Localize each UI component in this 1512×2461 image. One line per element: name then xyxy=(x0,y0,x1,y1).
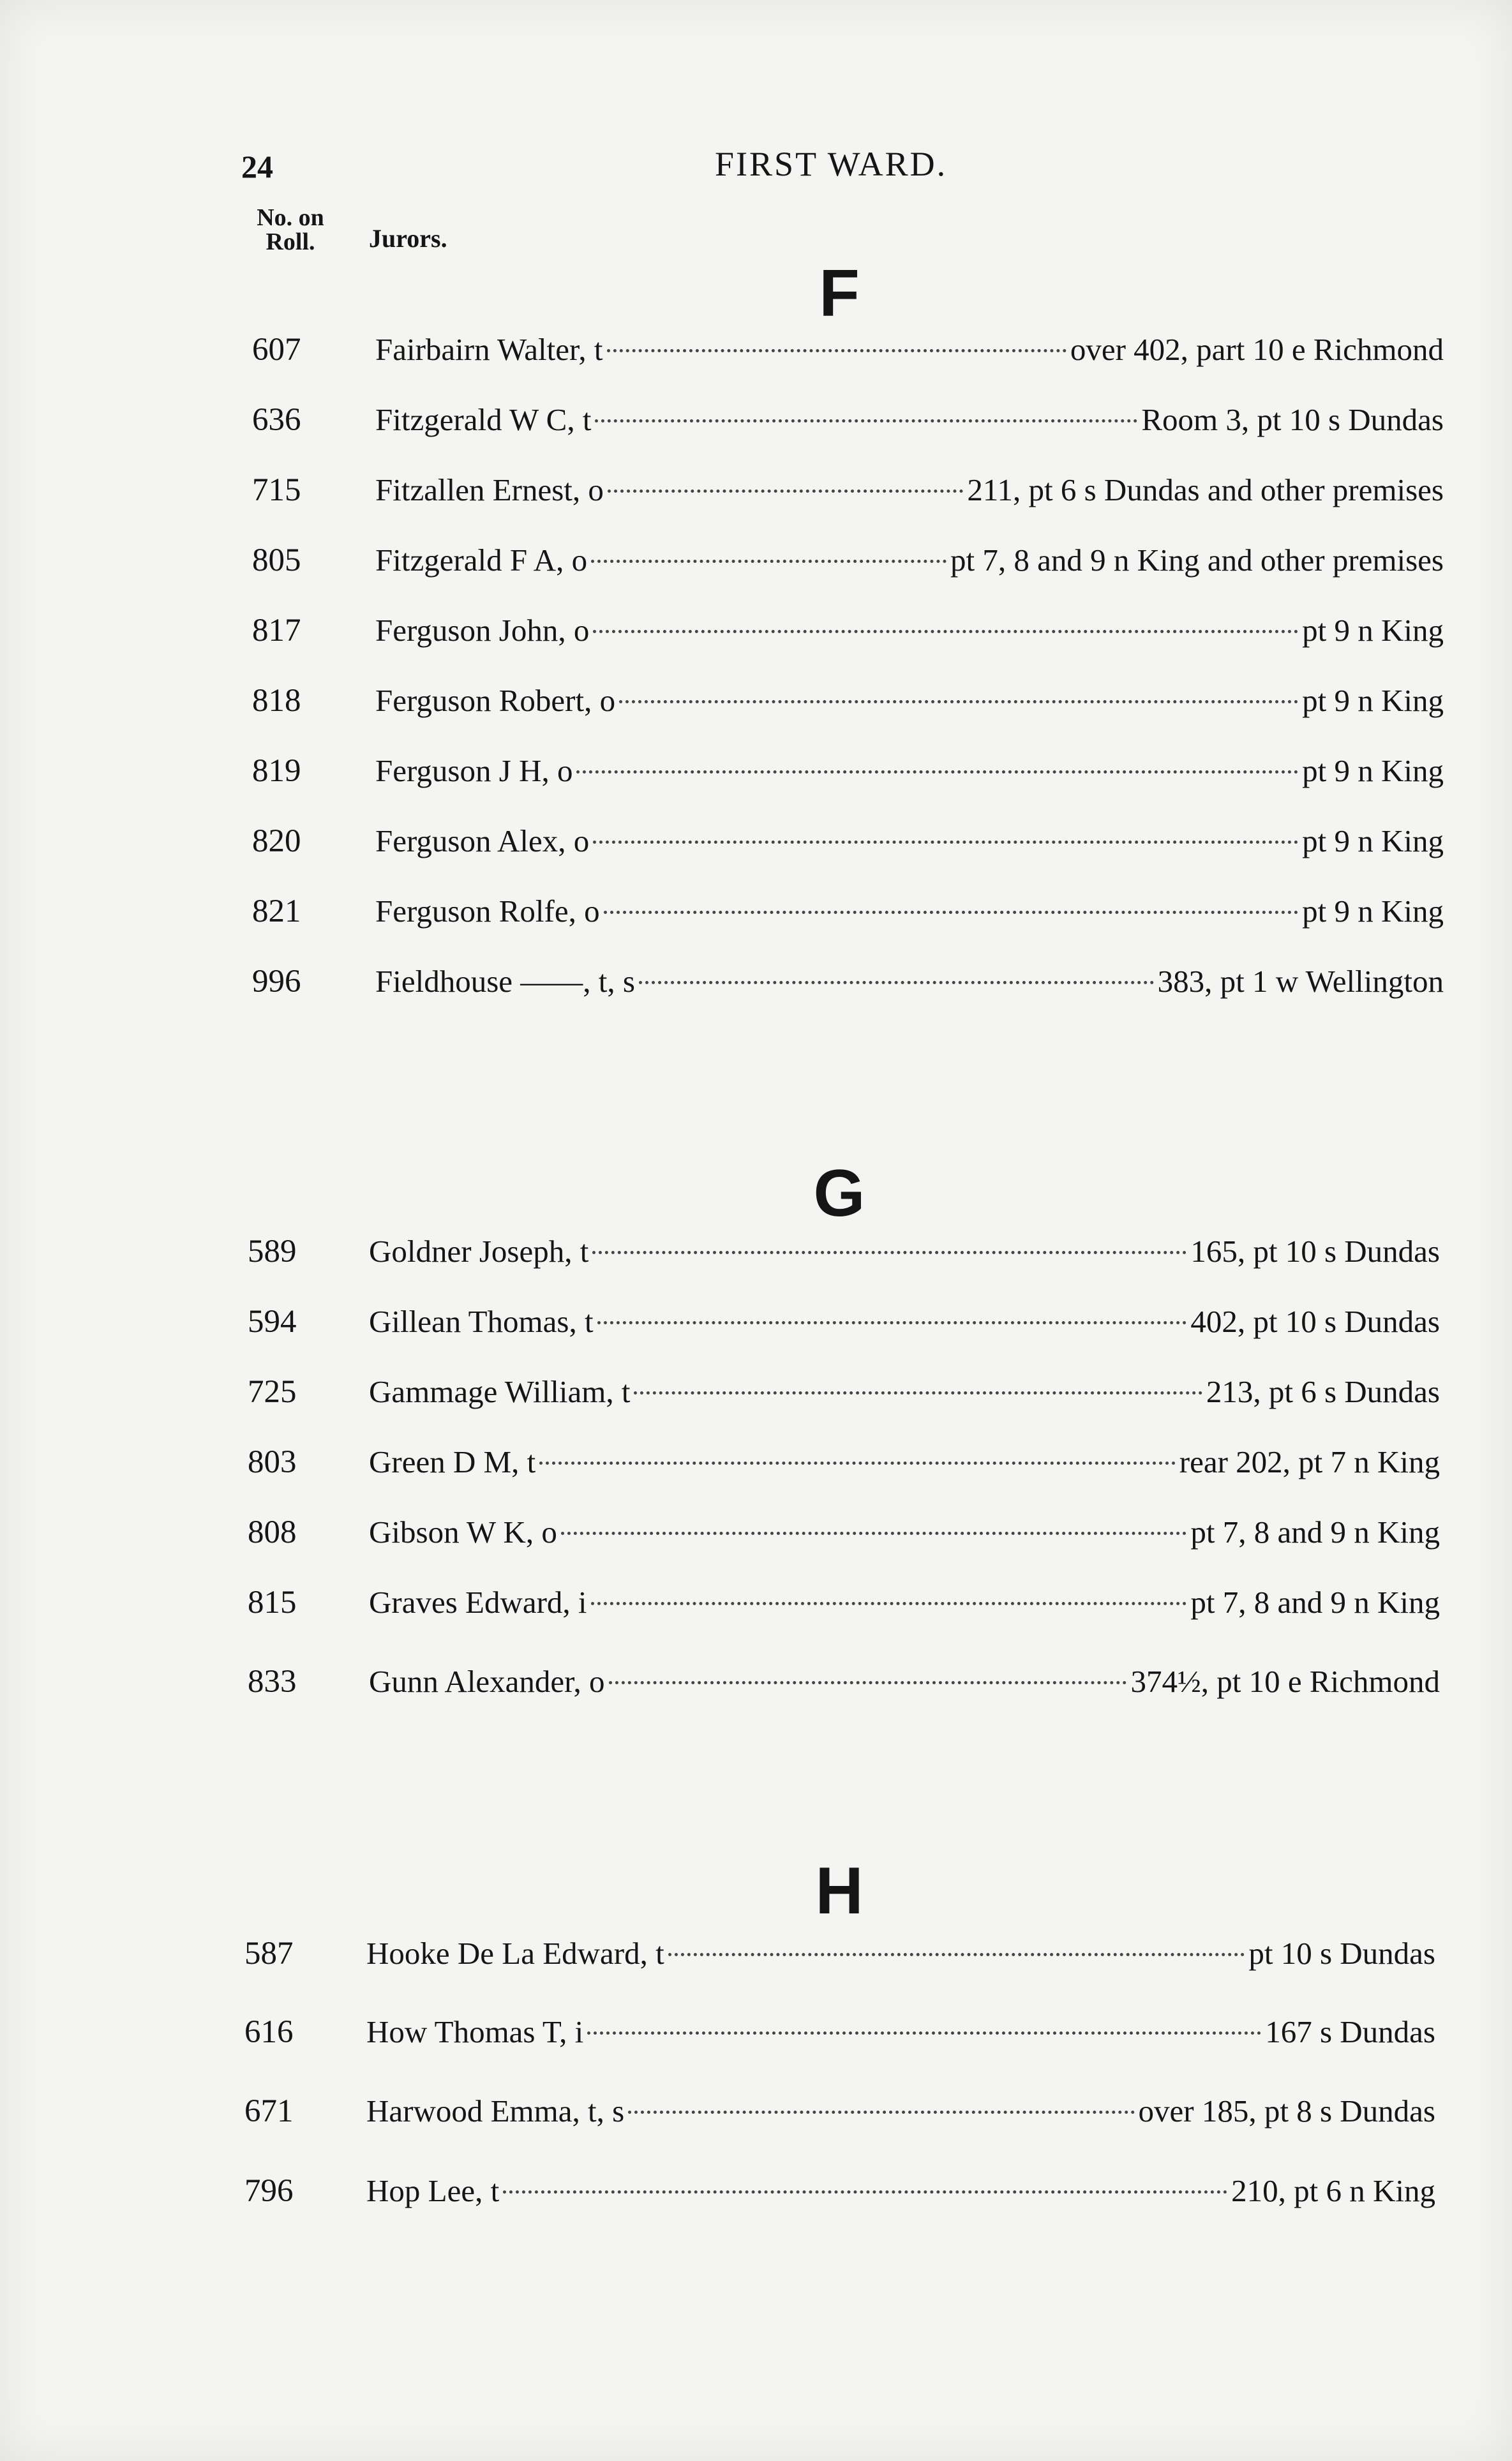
dot-leader xyxy=(595,419,1137,423)
juror-name: Fitzgerald W C, t xyxy=(375,402,592,437)
premises: pt 9 n King xyxy=(1302,753,1444,788)
dot-leader xyxy=(607,349,1067,352)
premises: 210, pt 6 n King xyxy=(1231,2173,1435,2208)
dot-leader xyxy=(539,1462,1175,1465)
roll-number: 671 xyxy=(244,2093,294,2129)
juror-entry xyxy=(248,1370,1440,1414)
premises: 374½, pt 10 e Richmond xyxy=(1130,1664,1440,1699)
dot-leader xyxy=(604,911,1299,914)
juror-entry xyxy=(248,1580,1440,1625)
dot-leader xyxy=(576,770,1298,774)
roll-number: 587 xyxy=(244,1936,294,1971)
roll-number: 819 xyxy=(252,753,301,789)
dot-leader xyxy=(591,1602,1187,1605)
juror-entry xyxy=(252,749,1444,793)
juror-name: How Thomas T, i xyxy=(366,2014,584,2049)
roll-number: 725 xyxy=(248,1374,297,1410)
juror-entry xyxy=(252,327,1444,372)
roll-number: 796 xyxy=(244,2173,294,2209)
juror-entry xyxy=(244,2089,1435,2134)
juror-name: Green D M, t xyxy=(369,1444,536,1479)
premises: over 402, part 10 e Richmond xyxy=(1070,332,1444,367)
roll-number: 817 xyxy=(252,613,301,648)
roll-number: 996 xyxy=(252,964,301,999)
juror-entry xyxy=(252,889,1444,934)
juror-name: Hooke De La Edward, t xyxy=(366,1936,664,1971)
roll-number: 833 xyxy=(248,1664,297,1700)
roll-number: 594 xyxy=(248,1304,297,1340)
juror-name: Harwood Emma, t, s xyxy=(366,2093,625,2128)
juror-entry xyxy=(252,398,1444,442)
roll-number: 636 xyxy=(252,402,301,438)
roll-column-header-line1: No. on xyxy=(257,204,324,231)
juror-name: Gunn Alexander, o xyxy=(369,1664,605,1699)
premises: pt 9 n King xyxy=(1302,683,1444,718)
roll-number: 607 xyxy=(252,332,301,368)
juror-entry xyxy=(252,819,1444,864)
roll-number: 616 xyxy=(244,2014,294,2050)
running-head-title: FIRST WARD. xyxy=(715,145,948,183)
juror-entry xyxy=(248,1510,1440,1555)
juror-name: Ferguson J H, o xyxy=(375,753,573,788)
premises: 213, pt 6 s Dundas xyxy=(1206,1374,1440,1409)
premises: rear 202, pt 7 n King xyxy=(1179,1444,1440,1479)
juror-entry xyxy=(252,608,1444,653)
dot-leader xyxy=(609,1681,1127,1684)
juror-entry xyxy=(252,678,1444,723)
roll-number: 820 xyxy=(252,823,301,859)
juror-entry xyxy=(248,1440,1440,1485)
section-letter: F xyxy=(819,257,860,331)
juror-name: Fitzallen Ernest, o xyxy=(375,472,604,507)
juror-name: Ferguson John, o xyxy=(375,613,590,648)
premises: over 185, pt 8 s Dundas xyxy=(1138,2093,1435,2128)
dot-leader xyxy=(639,981,1154,984)
juror-entry xyxy=(248,1229,1440,1274)
section-letter: H xyxy=(815,1854,864,1928)
dot-leader xyxy=(593,630,1298,633)
juror-name: Gammage William, t xyxy=(369,1374,631,1409)
juror-name: Ferguson Alex, o xyxy=(375,823,590,858)
dot-leader xyxy=(503,2190,1227,2194)
premises: Room 3, pt 10 s Dundas xyxy=(1141,402,1444,437)
juror-name: Gillean Thomas, t xyxy=(369,1304,594,1339)
dot-leader xyxy=(561,1532,1186,1535)
dot-leader xyxy=(628,2111,1134,2114)
juror-name: Goldner Joseph, t xyxy=(369,1234,589,1269)
roll-number: 589 xyxy=(248,1234,297,1269)
premises: 383, pt 1 w Wellington xyxy=(1157,964,1444,999)
juror-name: Fieldhouse ——, t, s xyxy=(375,964,635,999)
juror-entry xyxy=(244,1931,1435,1976)
juror-name: Ferguson Rolfe, o xyxy=(375,894,600,929)
juror-name: Gibson W K, o xyxy=(369,1515,557,1550)
premises: pt 7, 8 and 9 n King xyxy=(1190,1515,1440,1550)
juror-entry xyxy=(248,1659,1440,1704)
juror-entry xyxy=(244,2010,1435,2054)
roll-number: 715 xyxy=(252,472,301,508)
jurors-column-header: Jurors. xyxy=(369,224,447,253)
dot-leader xyxy=(591,560,947,563)
roll-number: 821 xyxy=(252,894,301,929)
premises: pt 10 s Dundas xyxy=(1248,1936,1435,1971)
roll-number: 805 xyxy=(252,542,301,578)
roll-number: 808 xyxy=(248,1515,297,1550)
roll-number: 815 xyxy=(248,1585,297,1620)
roll-number: 818 xyxy=(252,683,301,719)
juror-name: Fitzgerald F A, o xyxy=(375,542,588,578)
juror-entry xyxy=(252,959,1444,1004)
page-number: 24 xyxy=(241,149,273,184)
roll-column-header-line2: Roll. xyxy=(266,228,315,255)
dot-leader xyxy=(587,2031,1261,2035)
juror-name: Ferguson Robert, o xyxy=(375,683,616,718)
dot-leader xyxy=(593,841,1298,844)
dot-leader xyxy=(592,1251,1186,1254)
dot-leader xyxy=(619,700,1298,703)
premises: 402, pt 10 s Dundas xyxy=(1190,1304,1440,1339)
premises: 211, pt 6 s Dundas and other premises xyxy=(967,472,1444,507)
premises: 165, pt 10 s Dundas xyxy=(1190,1234,1440,1269)
premises: pt 9 n King xyxy=(1302,894,1444,929)
premises: pt 7, 8 and 9 n King and other premises xyxy=(950,542,1444,578)
premises: pt 9 n King xyxy=(1302,823,1444,858)
roll-number: 803 xyxy=(248,1444,297,1480)
juror-entry xyxy=(252,468,1444,512)
juror-entry xyxy=(244,2169,1435,2213)
juror-name: Graves Edward, i xyxy=(369,1585,587,1620)
juror-entry xyxy=(252,538,1444,583)
premises: pt 7, 8 and 9 n King xyxy=(1190,1585,1440,1620)
section-letter: G xyxy=(813,1156,865,1230)
juror-entry xyxy=(248,1299,1440,1344)
dot-leader xyxy=(597,1321,1187,1324)
dot-leader xyxy=(634,1391,1202,1395)
juror-name: Hop Lee, t xyxy=(366,2173,500,2208)
dot-leader xyxy=(668,1953,1245,1956)
roll-column-header xyxy=(243,206,338,254)
dot-leader xyxy=(608,490,963,493)
juror-name: Fairbairn Walter, t xyxy=(375,332,603,367)
premises: pt 9 n King xyxy=(1302,613,1444,648)
premises: 167 s Dundas xyxy=(1265,2014,1435,2049)
